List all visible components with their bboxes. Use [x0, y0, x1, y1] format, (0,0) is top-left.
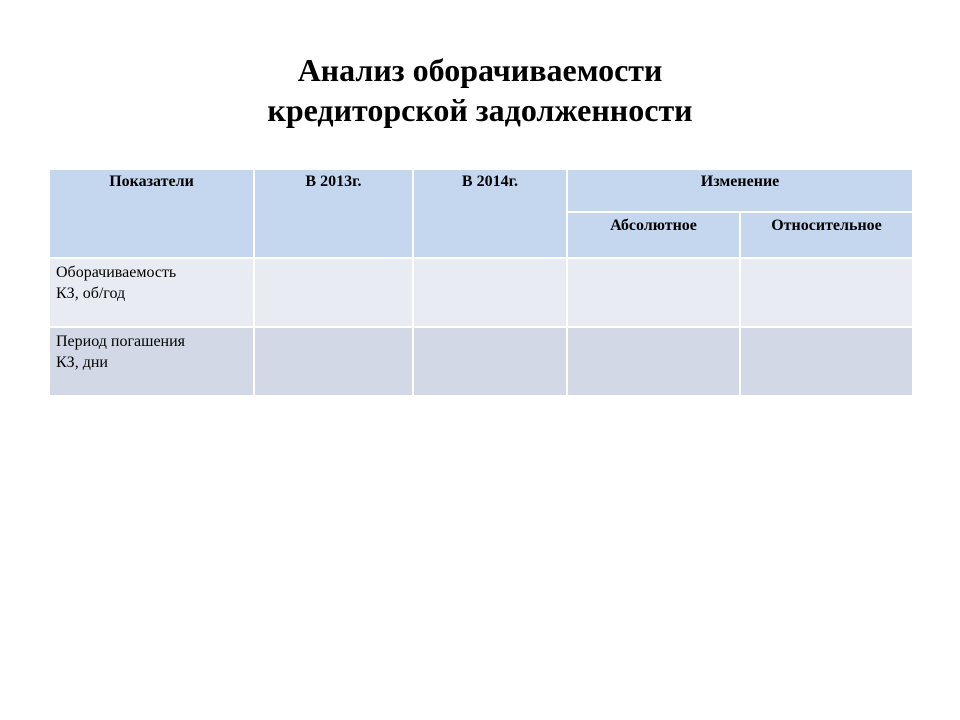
cell-2014	[413, 258, 567, 327]
row-label	[49, 258, 254, 327]
table-row	[49, 258, 913, 327]
cell-2014	[413, 327, 567, 396]
cell-absolute	[567, 327, 740, 396]
slide-title-line1: Анализ оборачиваемости	[297, 52, 663, 88]
slide-title	[0, 50, 960, 130]
row-label-line2: КЗ, дни	[56, 354, 108, 371]
header-relative: Относительное	[740, 212, 913, 258]
cell-relative	[740, 258, 913, 327]
header-year-2014: В 2014г.	[413, 169, 567, 258]
cell-absolute	[567, 258, 740, 327]
header-indicators: Показатели	[49, 169, 254, 258]
row-label-line1: Оборачиваемость	[56, 264, 177, 281]
slide-title-line2: кредиторской задолженности	[267, 92, 693, 128]
row-label-line2: КЗ, об/год	[56, 285, 126, 302]
table-row	[49, 327, 913, 396]
row-label-line1: Период погашения	[56, 333, 186, 350]
cell-2013	[254, 327, 413, 396]
header-absolute: Абсолютное	[567, 212, 740, 258]
turnover-table	[48, 168, 914, 397]
cell-relative	[740, 327, 913, 396]
header-change: Изменение	[567, 169, 913, 212]
row-label	[49, 327, 254, 396]
cell-2013	[254, 258, 413, 327]
header-year-2013: В 2013г.	[254, 169, 413, 258]
